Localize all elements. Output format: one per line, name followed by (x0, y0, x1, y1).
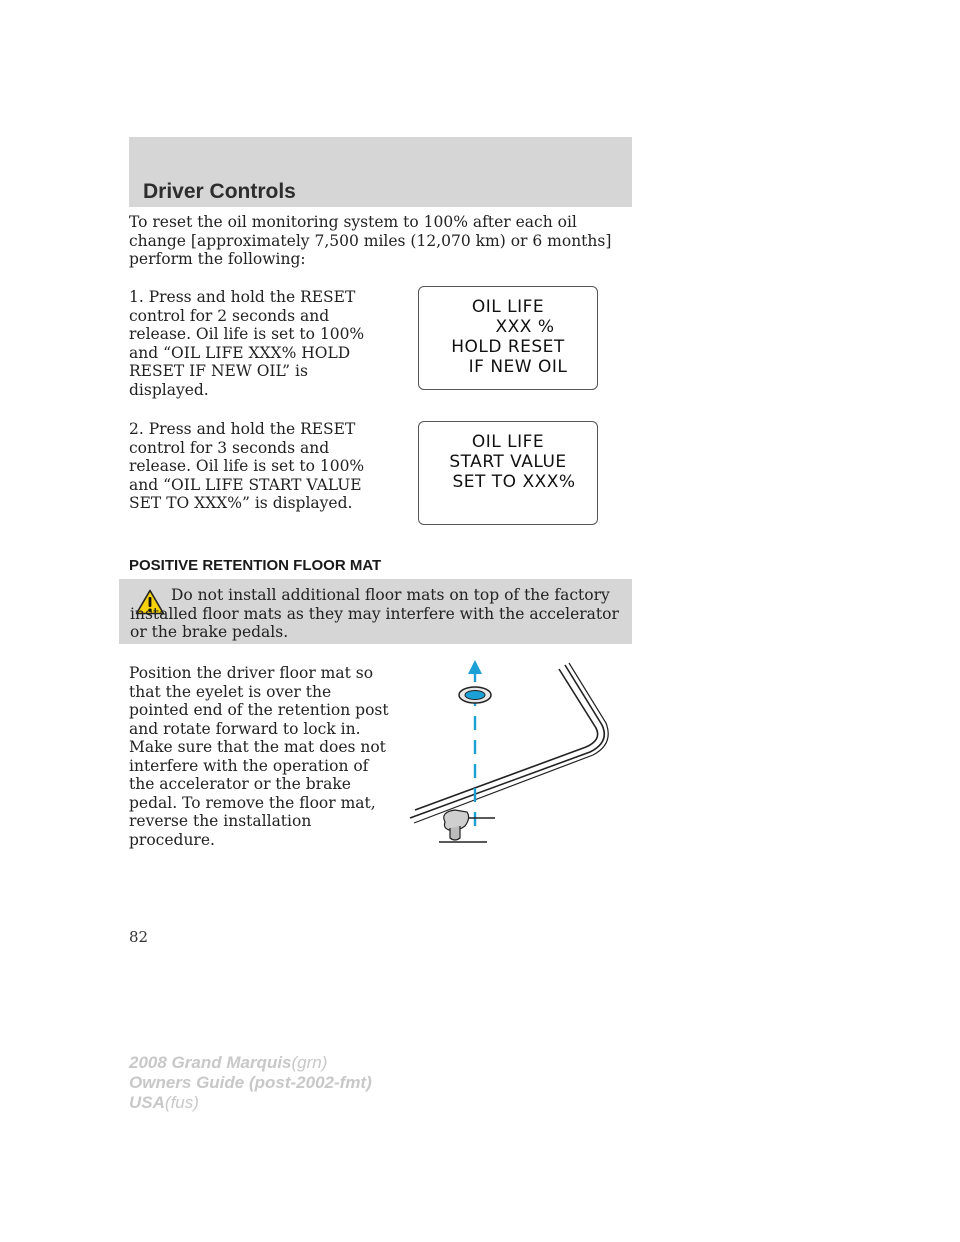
warning-text: Do not install additional floor mats on top of the factory installed floor mats as they may interfere with the accelerator or the brake pedals. (130, 586, 619, 641)
footer-market: USA (129, 1093, 165, 1112)
document-footer (129, 1053, 372, 1113)
floor-mat-heading: POSITIVE RETENTION FLOOR MAT (129, 557, 382, 574)
footer-market-code: (fus) (164, 1093, 199, 1112)
message-center-display-2 (418, 421, 598, 525)
page-number: 82 (129, 928, 149, 946)
display-line: START VALUE (449, 452, 567, 472)
display-line: IF NEW OIL (468, 357, 568, 377)
intro-paragraph: To reset the oil monitoring system to 100% after each oil change [approximately 7,500 miles (12,070 km) or 6 months] perform the following: (129, 213, 612, 268)
section-title: Driver Controls (143, 180, 296, 203)
display-line: HOLD RESET (451, 337, 565, 357)
footer-line-3 (129, 1093, 372, 1113)
display-line: XXX % (495, 317, 555, 337)
footer-line-2 (129, 1073, 372, 1093)
display-line: SET TO XXX% (452, 472, 576, 492)
footer-line-1 (129, 1053, 372, 1073)
display-line: OIL LIFE (471, 297, 545, 317)
floor-mat-instructions: Position the driver floor mat so that the eyelet is over the pointed end of the retention post and rotate forward to lock in. Make sure that the mat does not interfere with the operation of the accelerator or the brake pedal. To remove the floor mat, reverse the installation procedure. (129, 664, 389, 849)
display-line: OIL LIFE (471, 432, 545, 452)
message-center-display-1 (418, 286, 598, 390)
section-header-band (129, 137, 632, 207)
step-1-text: 1. Press and hold the RESET control for 2 seconds and release. Oil life is set to 100% and “OIL LIFE XXX% HOLD RESET IF NEW OIL” is displayed. (129, 288, 365, 399)
footer-guide: Owners Guide (post-2002-fmt) (129, 1073, 372, 1092)
floor-mat-diagram (405, 660, 615, 850)
footer-model-code: (grn) (291, 1053, 328, 1072)
step-2-text: 2. Press and hold the RESET control for 3 seconds and release. Oil life is set to 100% and “OIL LIFE START VALUE SET TO XXX%” is displayed. (129, 420, 365, 512)
footer-model: 2008 Grand Marquis (129, 1053, 292, 1072)
warning-box (119, 579, 632, 644)
